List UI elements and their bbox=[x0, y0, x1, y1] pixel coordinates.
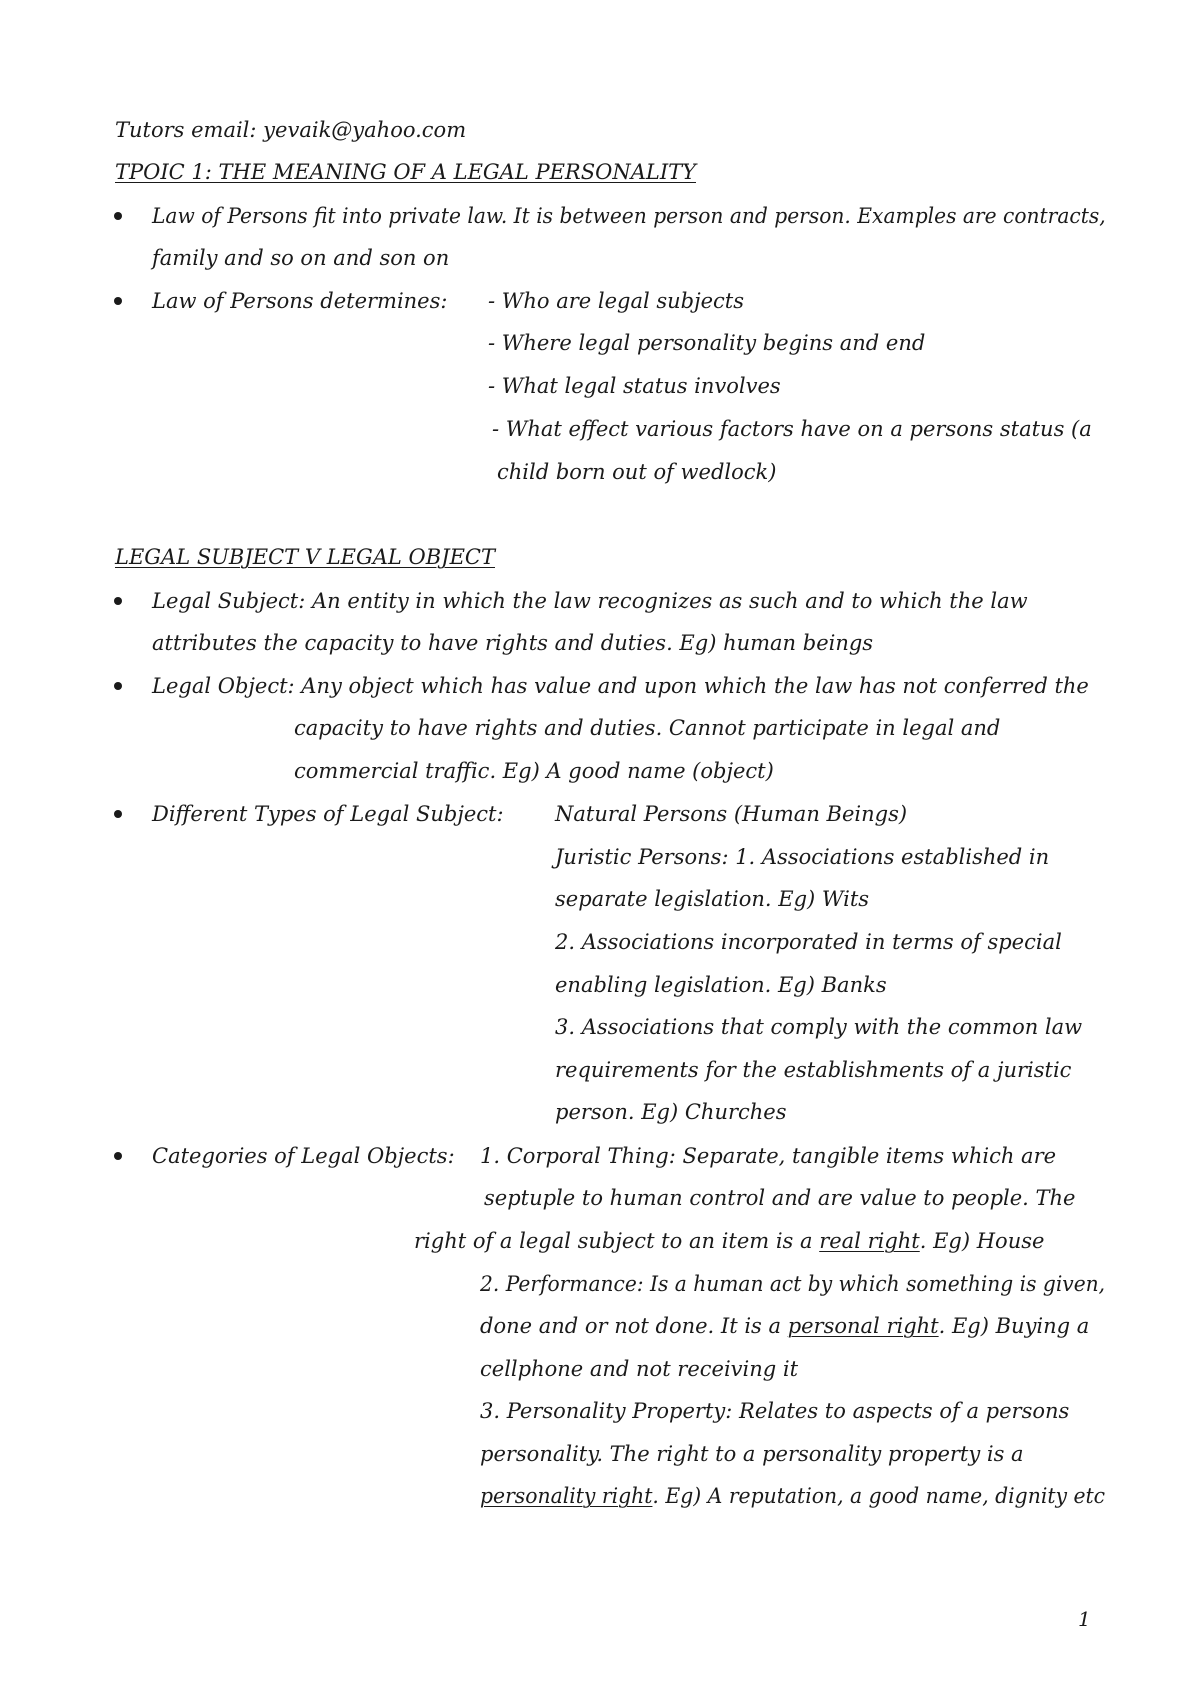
types-item: separate legislation. Eg) Wits bbox=[555, 887, 870, 911]
bullet-icon bbox=[114, 810, 122, 818]
legal-object-line1: Legal Object: Any object which has value and upon which the law has not conferred the bbox=[152, 674, 1089, 698]
cat3-line1: 3. Personality Property: Relates to aspects of a persons bbox=[480, 1399, 1070, 1423]
types-item: requirements for the establishments of a juristic bbox=[555, 1058, 1072, 1082]
determines-label: Law of Persons determines: bbox=[152, 289, 448, 313]
types-label: Different Types of Legal Subject: bbox=[152, 802, 504, 826]
determines-item: - Who are legal subjects bbox=[488, 289, 745, 313]
section2-title: LEGAL SUBJECT V LEGAL OBJECT bbox=[115, 545, 495, 569]
cat1-line3: right of a legal subject to an item is a real right. Eg) House bbox=[414, 1229, 1045, 1253]
bullet-icon bbox=[114, 682, 122, 690]
cat3-line3: personality right. Eg) A reputation, a good name, dignity etc bbox=[480, 1484, 1106, 1508]
determines-item: - What legal status involves bbox=[488, 374, 781, 398]
types-item: 3. Associations that comply with the common law bbox=[555, 1015, 1083, 1039]
cat2-line1: 2. Performance: Is a human act by which something is given, bbox=[480, 1272, 1106, 1296]
types-item: 2. Associations incorporated in terms of special bbox=[555, 930, 1062, 954]
types-item: person. Eg) Churches bbox=[555, 1100, 787, 1124]
cat2-line3: cellphone and not receiving it bbox=[480, 1357, 799, 1381]
legal-object-line3: commercial traffic. Eg) A good name (object) bbox=[294, 759, 774, 783]
cat2-line2: done and or not done. It is a personal right. Eg) Buying a bbox=[480, 1314, 1090, 1338]
personal-right-term: personal right bbox=[787, 1314, 939, 1338]
categories-label: Categories of Legal Objects: bbox=[152, 1144, 455, 1168]
page-number: 1 bbox=[1078, 1607, 1091, 1631]
bullet-icon bbox=[114, 297, 122, 305]
personality-right-term: personality right bbox=[480, 1484, 653, 1508]
cat1-line2: septuple to human control and are value to people. The bbox=[484, 1186, 1076, 1210]
legal-subject-line2: attributes the capacity to have rights and duties. Eg) human beings bbox=[152, 631, 874, 655]
tutor-email-label: Tutors email: bbox=[115, 118, 257, 142]
real-right-term: real right bbox=[819, 1229, 920, 1253]
types-item: Natural Persons (Human Beings) bbox=[555, 802, 908, 826]
types-item: Juristic Persons: 1. Associations established in bbox=[555, 845, 1050, 869]
determines-item: - Where legal personality begins and end bbox=[488, 331, 926, 355]
cat3-line2: personality. The right to a personality property is a bbox=[480, 1442, 1024, 1466]
bullet-icon bbox=[114, 597, 122, 605]
topic1-bullet1-line1: Law of Persons fit into private law. It is between person and person. Examples are contracts, bbox=[152, 204, 1106, 228]
topic1-title: TPOIC 1: THE MEANING OF A LEGAL PERSONALITY bbox=[115, 160, 696, 184]
bullet-icon bbox=[114, 212, 122, 220]
legal-subject-line1: Legal Subject: An entity in which the law recognizes as such and to which the law bbox=[152, 589, 1028, 613]
determines-item: child born out of wedlock) bbox=[497, 460, 777, 484]
legal-object-line2: capacity to have rights and duties. Cannot participate in legal and bbox=[294, 716, 1001, 740]
cat1-line1: 1. Corporal Thing: Separate, tangible items which are bbox=[480, 1144, 1057, 1168]
determines-item: - What effect various factors have on a persons status (a bbox=[492, 417, 1092, 441]
tutor-email-line bbox=[115, 115, 466, 145]
types-item: enabling legislation. Eg) Banks bbox=[555, 973, 887, 997]
bullet-icon bbox=[114, 1152, 122, 1160]
tutor-email[interactable]: yevaik@yahoo.com bbox=[263, 118, 467, 142]
topic1-bullet1-line2: family and so on and son on bbox=[152, 246, 450, 270]
